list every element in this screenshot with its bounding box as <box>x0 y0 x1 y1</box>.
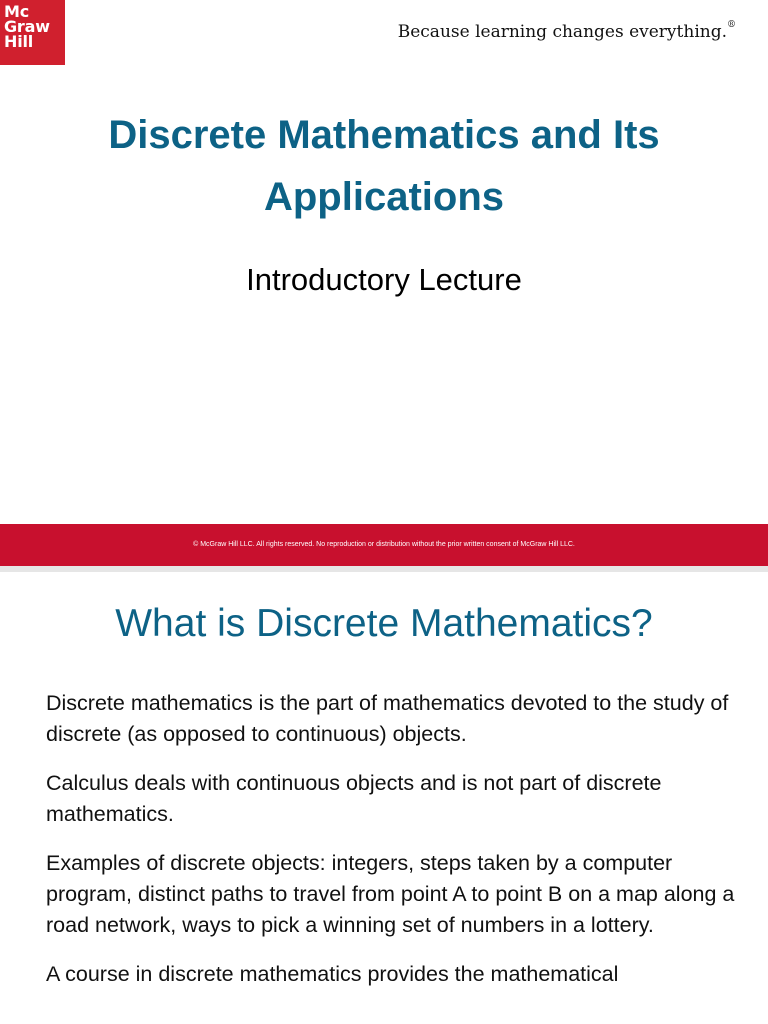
tagline-text: Because learning changes everything. <box>397 22 727 42</box>
slide-title <box>0 104 768 228</box>
content-slide-title: What is Discrete Mathematics? <box>115 602 653 645</box>
title-line-2: Applications <box>263 175 505 219</box>
paragraph: A course in discrete mathematics provides the mathematical <box>46 962 619 986</box>
copyright-text: © McGraw Hill LLC. All rights reserved. No reproduction or distribution without the prior written consent of McGraw Hill LLC. <box>193 541 575 548</box>
title-line-1: Discrete Mathematics and Its <box>108 113 660 157</box>
paragraph: Discrete mathematics is the part of mathematics devoted to the study of discrete (as opposed to continuous) objects. <box>46 691 729 746</box>
content-slide <box>0 572 768 1024</box>
logo-line-3: Hill <box>4 32 34 51</box>
content-slide-body <box>46 688 736 1008</box>
slide-subtitle: Introductory Lecture <box>246 262 522 297</box>
paragraph: Examples of discrete objects: integers, steps taken by a computer program, distinct paths to travel from point A to point B on a map along a road network, ways to pick a winning set of numbers in a lottery. <box>46 851 735 937</box>
mcgraw-hill-logo <box>0 0 65 65</box>
copyright-bar <box>0 524 768 566</box>
logo-line-1: Mc <box>4 2 30 21</box>
registered-mark: ® <box>727 20 736 30</box>
logo-line-2: Graw <box>4 17 50 36</box>
paragraph: Calculus deals with continuous objects and is not part of discrete mathematics. <box>46 771 662 826</box>
tagline <box>398 20 736 42</box>
